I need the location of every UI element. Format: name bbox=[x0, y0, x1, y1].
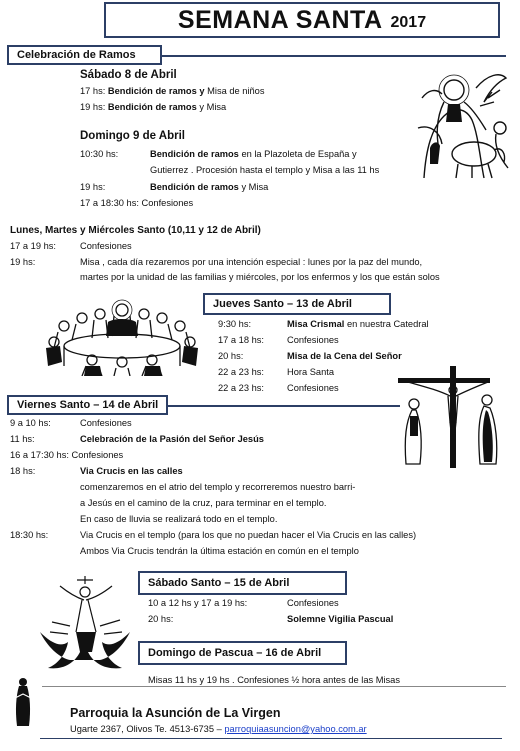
sabado-8-day: Sábado 8 de Abril bbox=[80, 69, 177, 81]
event: Bendición de ramos bbox=[150, 149, 239, 159]
jueves-row-4-time: 22 a 23 hs: bbox=[218, 367, 265, 377]
sabado-santo-row-2: Solemne Vigilia Pascual bbox=[287, 614, 394, 624]
page-year: 2017 bbox=[390, 14, 427, 31]
event-detail: y Misa bbox=[196, 102, 227, 112]
jueves-row-2: Confesiones bbox=[287, 335, 339, 345]
parish-email-link[interactable]: parroquiaasuncion@yahoo.com.ar bbox=[224, 724, 367, 734]
viernes-heading bbox=[7, 395, 168, 415]
ramos-divider bbox=[162, 55, 506, 57]
sabado-santo-heading-text: Sábado Santo – 15 de Abril bbox=[148, 577, 290, 589]
jueves-row-5-time: 22 a 23 hs: bbox=[218, 383, 265, 393]
viernes-row-5-time: 18:30 hs: bbox=[10, 530, 49, 540]
viernes-row-3: 16 a 17:30 hs: Confesiones bbox=[10, 450, 124, 460]
sabado-8-row-1 bbox=[80, 86, 265, 96]
event: Bendición de ramos bbox=[107, 102, 197, 112]
event-detail: y Misa bbox=[238, 182, 269, 192]
pascua-heading-text: Domingo de Pascua – 16 de Abril bbox=[148, 647, 322, 659]
domingo-9-row-2 bbox=[150, 182, 268, 192]
sabado-santo-row-1-time: 10 a 12 hs y 17 a 19 hs: bbox=[148, 598, 248, 608]
ramos-heading-text: Celebración de Ramos bbox=[17, 49, 136, 61]
event: Bendición de ramos y bbox=[107, 86, 205, 96]
virgin-figure-icon bbox=[10, 676, 36, 728]
jueves-row-1 bbox=[287, 319, 429, 329]
last-supper-illustration bbox=[42, 296, 202, 376]
event-detail: en la Plazoleta de España y bbox=[238, 149, 357, 159]
pascua-heading bbox=[138, 641, 347, 665]
parish-contact bbox=[70, 724, 367, 734]
lmm-row-1-text: Confesiones bbox=[80, 241, 132, 251]
viernes-row-5-cont: Ambos Via Crucis tendrán la última estación en común en el templo bbox=[80, 546, 359, 556]
resurrection-illustration bbox=[40, 572, 130, 672]
viernes-row-2-time: 11 hs: bbox=[10, 434, 35, 444]
jueves-row-3-time: 20 hs: bbox=[218, 351, 244, 361]
viernes-row-4-time: 18 hs: bbox=[10, 466, 36, 476]
domingo-9-day: Domingo 9 de Abril bbox=[80, 130, 185, 142]
footer-top-rule bbox=[42, 686, 506, 687]
crucifixion-illustration bbox=[398, 366, 510, 468]
jueves-row-5: Confesiones bbox=[287, 383, 339, 393]
viernes-heading-text: Viernes Santo – 14 de Abril bbox=[17, 399, 159, 411]
jueves-heading bbox=[203, 293, 391, 315]
lmm-row-2-time: 19 hs: bbox=[10, 257, 36, 267]
domingo-9-row-1-time: 10:30 hs: bbox=[80, 149, 119, 159]
domingo-9-row-1 bbox=[150, 149, 357, 159]
viernes-row-4-line-1: comenzaremos en el atrio del templo y recorreremos nuestro barri- bbox=[80, 482, 356, 492]
viernes-row-5: Via Crucis en el templo (para los que no puedan hacer el Via Crucis en las calles) bbox=[80, 530, 417, 540]
jueves-row-3: Misa de la Cena del Señor bbox=[287, 351, 402, 361]
parish-address: Ugarte 2367, Olivos Te. 4513-6735 – bbox=[70, 724, 225, 734]
time: 19 hs: bbox=[80, 102, 106, 112]
event: Misa Crismal bbox=[287, 319, 345, 329]
viernes-divider bbox=[168, 405, 400, 407]
domingo-9-row-1-cont: Gutierrez . Procesión hasta el templo y Misa a las 11 hs bbox=[150, 165, 380, 175]
lmm-row-2-cont: martes por la unidad de las familias y miércoles, por los enfermos y los que están solos bbox=[80, 272, 440, 282]
jueves-row-4: Hora Santa bbox=[287, 367, 335, 377]
viernes-row-1: Confesiones bbox=[80, 418, 132, 428]
footer-bottom-rule bbox=[40, 738, 502, 739]
viernes-row-1-time: 9 a 10 hs: bbox=[10, 418, 51, 428]
ramos-heading bbox=[7, 45, 162, 65]
viernes-row-4-line-3: En caso de lluvia se realizará todo en el templo. bbox=[80, 514, 278, 524]
event-detail: en nuestra Catedral bbox=[344, 319, 429, 329]
sabado-santo-row-2-time: 20 hs: bbox=[148, 614, 174, 624]
domingo-9-row-3: 17 a 18:30 hs: Confesiones bbox=[80, 198, 194, 208]
event: Bendición de ramos bbox=[150, 182, 239, 192]
event-detail: Misa de niños bbox=[204, 86, 265, 96]
viernes-row-2: Celebración de la Pasión del Señor Jesús bbox=[80, 434, 264, 444]
jueves-heading-text: Jueves Santo – 13 de Abril bbox=[213, 298, 352, 310]
parish-name: Parroquia la Asunción de La Virgen bbox=[70, 706, 281, 720]
lmm-row-2-text: Misa , cada día rezaremos por una intención especial : lunes por la paz del mundo, bbox=[80, 257, 423, 267]
jueves-row-2-time: 17 a 18 hs: bbox=[218, 335, 265, 345]
sabado-santo-row-1: Confesiones bbox=[287, 598, 339, 608]
domingo-9-row-2-time: 19 hs: bbox=[80, 182, 106, 192]
pascua-text: Misas 11 hs y 19 hs . Confesiones ½ hora antes de las Misas bbox=[148, 675, 401, 685]
palm-sunday-illustration bbox=[414, 68, 510, 180]
page-title: SEMANA SANTA bbox=[177, 5, 383, 34]
jueves-row-1-time: 9:30 hs: bbox=[218, 319, 252, 329]
sabado-santo-heading bbox=[138, 571, 347, 595]
sabado-8-row-2 bbox=[80, 102, 226, 112]
title-box bbox=[104, 2, 500, 38]
lmm-row-1-time: 17 a 19 hs: bbox=[10, 241, 57, 251]
viernes-row-4: Via Crucis en las calles bbox=[80, 466, 183, 476]
viernes-row-4-line-2: a Jesús en el camino de la cruz, para terminar en el templo. bbox=[80, 498, 327, 508]
time: 17 hs: bbox=[80, 86, 106, 96]
lmm-heading: Lunes, Martes y Miércoles Santo (10,11 y 12 de Abril) bbox=[10, 225, 261, 236]
